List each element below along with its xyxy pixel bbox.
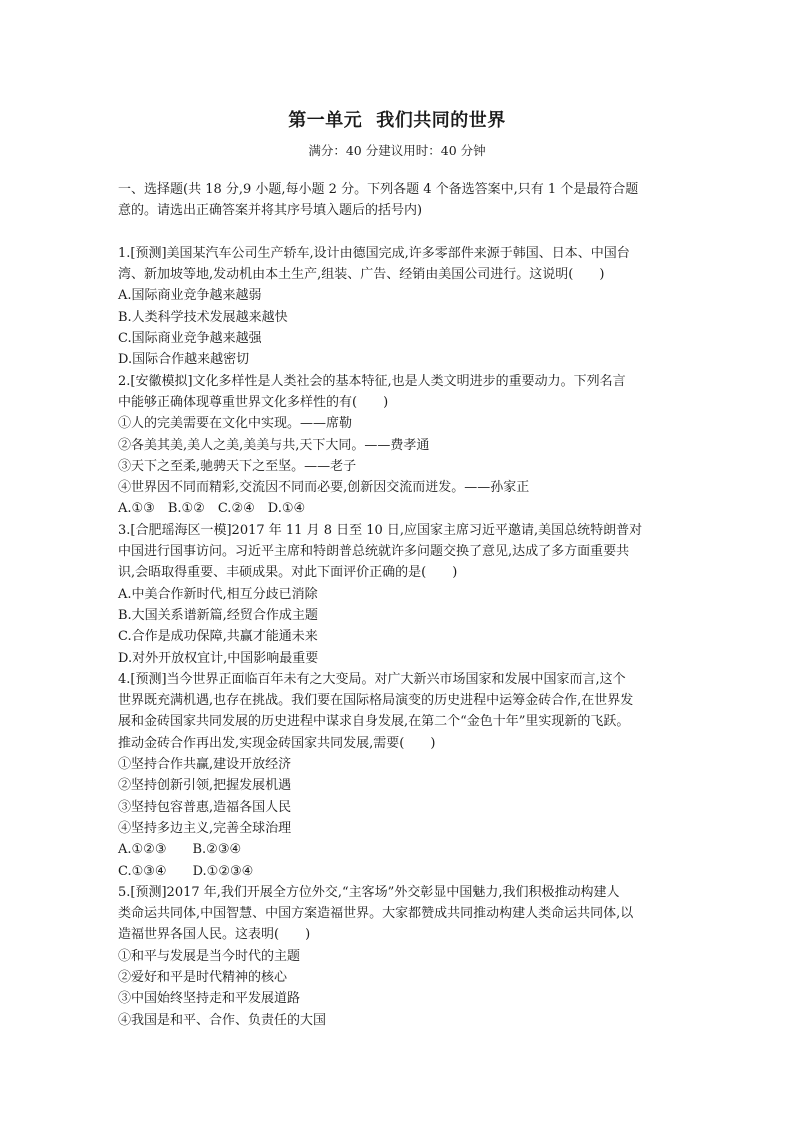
question-stem — [118, 243, 678, 286]
stem-line: 类命运共同体,中国智慧、中国方案造福世界。大家都赞成共同推动构建人类命运共同体,以 — [118, 906, 634, 922]
stem-line: 识,会晤取得重要、丰硕成果。对此下面评价正确的是( ) — [118, 565, 458, 581]
statement-item: ③坚持包容普惠,造福各国人民 — [118, 799, 292, 815]
question-5 — [118, 882, 678, 1031]
stem-line: 1.[预测]美国某汽车公司生产轿车,设计由德国完成,许多零部件来源于韩国、日本、中国台 — [118, 245, 630, 261]
stem-line: 2.[安徽模拟]文化多样性是人类社会的基本特征,也是人类文明进步的重要动力。下列名言 — [118, 373, 626, 389]
question-3 — [118, 520, 678, 669]
statement-item: ①坚持合作共赢,建设开放经济 — [118, 757, 292, 773]
page-subtitle: 满分：40 分建议用时：40 分钟 — [308, 143, 486, 158]
stem-line: 湾、新加坡等地,发动机由本土生产,组装、广告、经销由美国公司进行。这说明( ) — [118, 267, 605, 283]
stem-line: 造福世界各国人民。这表明( ) — [118, 927, 311, 943]
question-stem — [118, 371, 678, 414]
page-title — [0, 106, 794, 132]
stem-line: 世界既充满机遇,也存在挑战。我们要在国际格局演变的历史进程中运筹金砖合作,在世界发 — [118, 693, 634, 709]
option-d: D.对外开放权宜计,中国影响最重要 — [118, 650, 319, 666]
stem-line: 中能够正确体现尊重世界文化多样性的有( ) — [118, 394, 389, 410]
question-2 — [118, 371, 678, 520]
option-d: D.国际合作越来越密切 — [118, 352, 250, 368]
option-row: A.①③ B.①② C.②④ D.①④ — [118, 501, 306, 517]
section-heading-line: 一、选择题(共 18 分,9 小题,每小题 2 分。下列各题 4 个备选答案中,只有 1 个是最符合题 — [118, 182, 639, 197]
stem-line: 推动金砖合作再出发,实现金砖国家共同发展,需要( ) — [118, 735, 436, 751]
question-stem — [118, 520, 678, 584]
stem-line: 3.[合肥瑶海区一模]2017 年 11 月 8 日至 10 日,应国家主席习近平邀请,美国总统特朗普对 — [118, 522, 643, 538]
stem-line: 5.[预测]2017 年,我们开展全方位外交,“主客场”外交彰显中国魅力,我们积极推动构建人 — [118, 884, 620, 900]
option-a: A.国际商业竞争越来越弱 — [118, 288, 262, 304]
section-heading-line: 意的。请选出正确答案并将其序号填入题后的括号内) — [118, 203, 423, 219]
stem-line: 展和金砖国家共同发展的历史进程中谋求自身发展,在第二个“金色十年”里实现新的飞跃。 — [118, 714, 630, 730]
statement-item: ②各美其美,美人之美,美美与共,天下大同。——费孝通 — [118, 437, 430, 453]
statement-item: ②坚持创新引领,把握发展机遇 — [118, 778, 292, 794]
question-stem — [118, 882, 678, 946]
option-row: C.①③④ D.①②③④ — [118, 863, 254, 879]
statement-item: ②爱好和平是时代精神的核心 — [118, 969, 288, 985]
statement-item: ④坚持多边主义,完善全球治理 — [118, 820, 292, 836]
statement-item: ①人的完美需要在文化中实现。——席勒 — [118, 416, 353, 432]
question-stem — [118, 669, 678, 754]
title-topic: 我们共同的世界 — [376, 110, 506, 131]
question-4 — [118, 669, 678, 882]
option-c: C.合作是成功保障,共赢才能通未来 — [118, 629, 318, 645]
statement-item: ③中国始终坚持走和平发展道路 — [118, 991, 301, 1007]
statement-item: ④世界因不同而精彩,交流因不同而必要,创新因交流而迸发。——孙家正 — [118, 480, 530, 496]
statement-item: ①和平与发展是当今时代的主题 — [118, 948, 301, 964]
option-c: C.国际商业竞争越来越强 — [118, 331, 262, 347]
option-row: A.①②③ B.②③④ — [118, 842, 242, 858]
stem-line: 4.[预测]当今世界正面临百年未有之大变局。对广大新兴市场国家和发展中国家而言,这个 — [118, 671, 626, 687]
option-b: B.人类科学技术发展越来越快 — [118, 309, 288, 325]
statement-item: ④我国是和平、合作、负责任的大国 — [118, 1012, 327, 1028]
exam-content — [118, 179, 678, 1031]
option-a: A.中美合作新时代,相互分歧已消除 — [118, 586, 318, 602]
option-b: B.大国关系谱新篇,经贸合作成主题 — [118, 607, 318, 623]
title-unit: 第一单元 — [288, 110, 363, 131]
statement-item: ③天下之至柔,驰骋天下之至坚。——老子 — [118, 458, 357, 474]
question-1 — [118, 243, 678, 371]
section-heading — [118, 179, 678, 222]
stem-line: 中国进行国事访问。习近平主席和特朗普总统就许多问题交换了意见,达成了多方面重要共 — [118, 544, 630, 560]
